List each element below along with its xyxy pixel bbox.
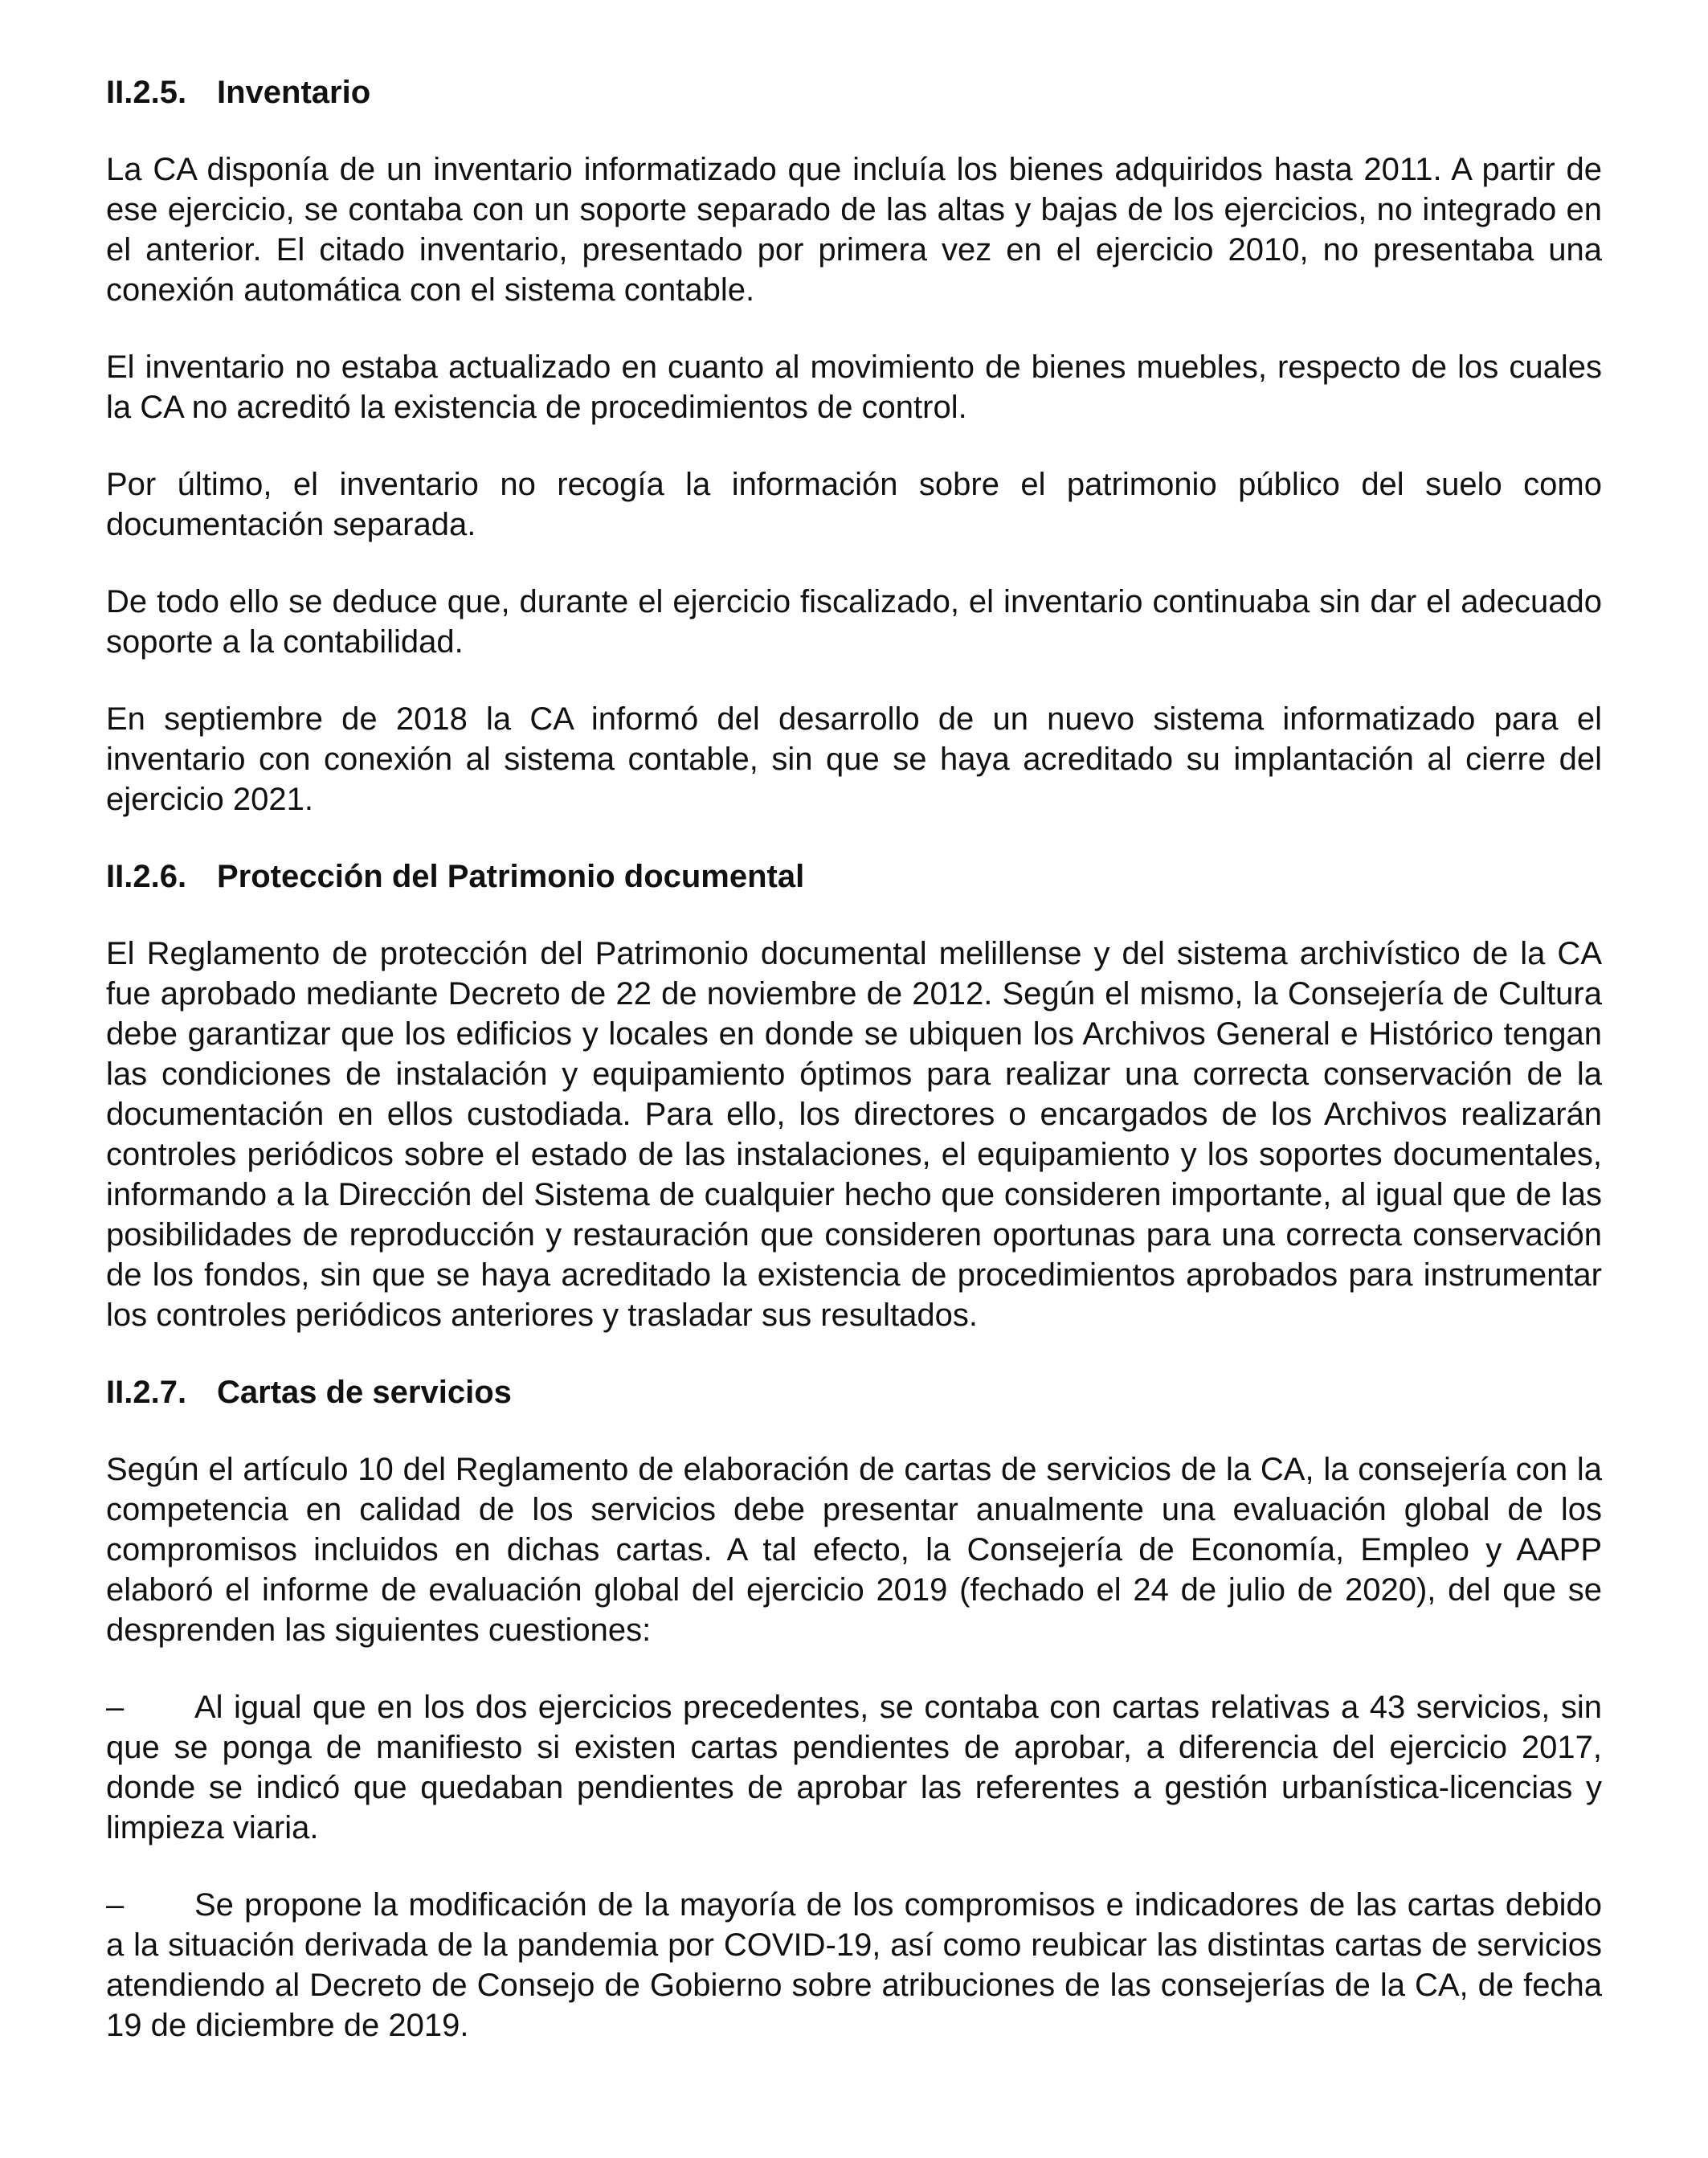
paragraph: Según el artículo 10 del Reglamento de elaboración de cartas de servicios de la CA, la consejería con la competencia en calidad de los servicios debe presentar anualmente una evaluación global de los compromisos incluidos en dichas cartas. A tal efecto, la Consejería de Economía, Empleo y AAPP elaboró el informe de evaluación global del ejercicio 2019 (fechado el 24 de julio de 2020), del que se desprenden las siguientes cuestiones: (106, 1452, 1602, 1648)
section-heading-inventario (106, 72, 1602, 112)
list-item-text: Se propone la modificación de la mayoría de los compromisos e indicadores de las cartas debido a la situación derivada de la pandemia por COVID-19, así como reubicar las distintas cartas de servicios atendiendo al Decreto de Consejo de Gobierno sobre atribuciones de las consejerías de la CA, de fecha 19 de diciembre de 2019. (106, 1887, 1602, 2043)
list-item (106, 1885, 1602, 2046)
paragraph: En septiembre de 2018 la CA informó del desarrollo de un nuevo sistema informatizado para el inventario con conexión al sistema contable, sin que se haya acreditado su implantación al cierre del ejercicio 2021. (106, 701, 1602, 817)
section-title: Cartas de servicios (217, 1375, 512, 1410)
paragraph: La CA disponía de un inventario informatizado que incluía los bienes adquiridos hasta 2011. A partir de ese ejercicio, se contaba con un soporte separado de las altas y bajas de los ejercicios, no integrado en el anterior. El citado inventario, presentado por primera vez en el ejercicio 2010, no presentaba una conexión automática con el sistema contable. (106, 152, 1602, 308)
section-number: II.2.7. (106, 1375, 187, 1410)
paragraph: Por último, el inventario no recogía la información sobre el patrimonio público del suelo como documentación separada. (106, 467, 1602, 542)
list-item (106, 1687, 1602, 1848)
bullet-dash: – (106, 1887, 125, 1923)
section-number: II.2.5. (106, 75, 187, 110)
list-item-text: Al igual que en los dos ejercicios precedentes, se contaba con cartas relativas a 43 servicios, sin que se ponga de manifiesto si existen cartas pendientes de aprobar, a diferencia del ejercicio 2017, donde se indicó que quedaban pendientes de aprobar las referentes a gestión urbanística-licencias y limpieza viaria. (106, 1690, 1602, 1845)
section-title: Protección del Patrimonio documental (217, 859, 805, 894)
paragraph: De todo ello se deduce que, durante el ejercicio fiscalizado, el inventario continuaba sin dar el adecuado soporte a la contabilidad. (106, 584, 1602, 660)
section-title: Inventario (217, 75, 371, 110)
section-number: II.2.6. (106, 859, 187, 894)
paragraph: El inventario no estaba actualizado en cuanto al movimiento de bienes muebles, respecto de los cuales la CA no acreditó la existencia de procedimientos de control. (106, 349, 1602, 425)
document-page (106, 64, 1602, 2046)
paragraph: El Reglamento de protección del Patrimonio documental melillense y del sistema archivístico de la CA fue aprobado mediante Decreto de 22 de noviembre de 2012. Según el mismo, la Consejería de Cultura debe garantizar que los edificios y locales en donde se ubiquen los Archivos General e Histórico tengan las condiciones de instalación y equipamiento óptimos para realizar una correcta conservación de la documentación en ellos custodiada. Para ello, los directores o encargados de los Archivos realizarán controles periódicos sobre el estado de las instalaciones, el equipamiento y los soportes documentales, informando a la Dirección del Sistema de cualquier hecho que consideren importante, al igual que de las posibilidades de reproducción y restauración que consideren oportunas para una correcta conservación de los fondos, sin que se haya acreditado la existencia de procedimientos aprobados para instrumentar los controles periódicos anteriores y trasladar sus resultados. (106, 936, 1602, 1333)
bullet-dash: – (106, 1690, 125, 1725)
section-heading-patrimonio-documental (106, 856, 1602, 897)
section-heading-cartas-servicios (106, 1372, 1602, 1412)
